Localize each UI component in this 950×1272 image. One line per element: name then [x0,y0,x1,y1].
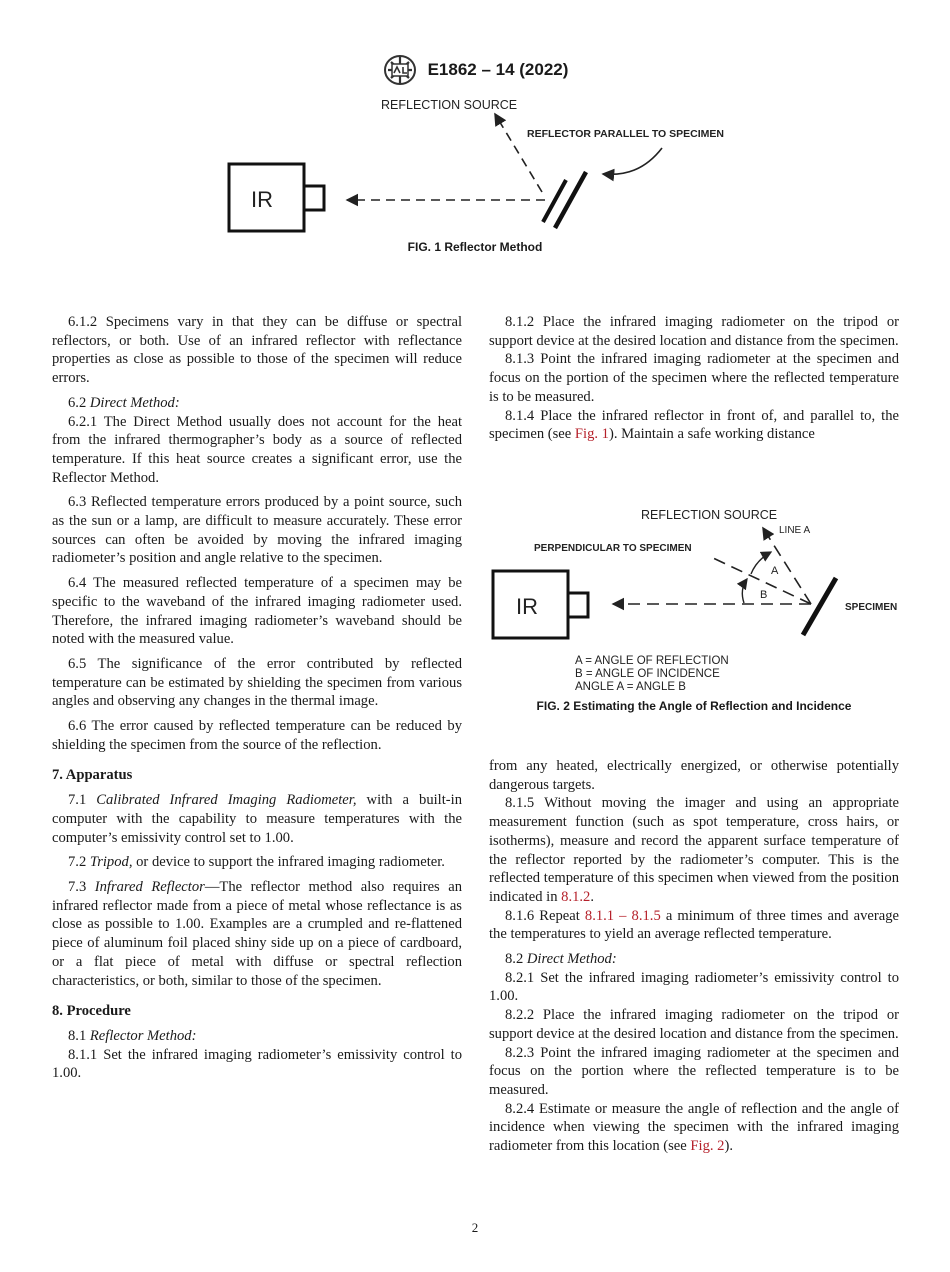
para-8-2-1: 8.2.1 Set the infrared imaging radiometer’s emissivity control to 1.00. [489,969,899,1005]
fig2-reflection-source-label: REFLECTION SOURCE [641,508,778,522]
fig1-ir-label: IR [251,187,273,212]
para-8-2-2: 8.2.2 Place the infrared imaging radiometer on the tripod or support device at the desired location and distance from the specimen. [489,1007,899,1042]
standard-designation: E1862 – 14 (2022) [427,60,569,79]
fig2-legend-line: ANGLE A = ANGLE B [575,681,686,693]
para-6-6: 6.6 The error caused by reflected temperature can be reduced by shielding the specimen from the source of the reflection. [52,718,462,753]
para-8-2: 8.2 Direct Method: [505,951,617,968]
fig1-reflector-pointer [603,148,662,174]
fig1-reflection-source-label: REFLECTION SOURCE [381,98,518,112]
ref-8-1-2-link[interactable]: 8.1.2 [561,888,591,905]
section-8-heading: 8. Procedure [52,1003,131,1020]
fig2-line-a-label: LINE A [779,525,811,536]
fig1-reflector-label: REFLECTOR PARALLEL TO SPECIMEN [527,128,724,140]
fig-2-link[interactable]: Fig. 2 [690,1138,725,1155]
figure-1-diagram [200,92,760,242]
astm-logo-icon [382,54,418,86]
fig2-a-label: A [771,565,779,577]
figure-2-diagram [486,500,906,700]
fig2-b-label: B [760,589,768,601]
para-8-2-4: 8.2.4 Estimate or measure the angle of reflection and the angle of incidence when viewing the specimen with the infrared imaging radiometer from this location (see Fig. 2). [489,1100,899,1155]
para-8-1-1: 8.1.1 Set the infrared imaging radiometer’s emissivity control to 1.00. [52,1046,462,1082]
figure-2-caption: FIG. 2 Estimating the Angle of Reflection and Incidence [536,699,852,713]
page-header [0,54,950,86]
para-8-1-2: 8.1.2 Place the infrared imaging radiometer on the tripod or support device at the desired location and distance from the specimen. [489,314,899,349]
fig1-specimen [555,172,586,228]
fig2-ir-label: IR [516,594,538,619]
fig2-perpendicular-label: PERPENDICULAR TO SPECIMEN [534,543,692,554]
para-6-1-2: 6.1.2 Specimens vary in that they can be diffuse or spectral reflectors, or both. Use of an infrared reflector with reflectance properties as close as possible to those of the specimen will reduce errors. [52,314,462,387]
para-8-2-3: 8.2.3 Point the infrared imaging radiometer at the specimen and focus on the portion where the reflected temperature is to be measured. [489,1044,899,1098]
left-column [52,313,462,1083]
para-6-5: 6.5 The significance of the error contributed by reflected temperature can be estimated by shielding the specimen from various angles and observing any changes in the thermal image. [52,655,462,710]
fig2-legend-line: B = ANGLE OF INCIDENCE [575,668,720,680]
para-8-1-3: 8.1.3 Point the infrared imaging radiometer at the specimen and focus on the portion of the specimen where the reflected temperature is to be measured. [489,351,899,405]
para-6-3: 6.3 Reflected temperature errors produced by a point source, such as the sun or a lamp, are difficult to measure accurately. These error sources can often be avoided by moving the infrared imaging radiometer’s position and angle relative to the specimen. [52,494,462,567]
para-7-2: 7.2 Tripod, or device to support the infrared imaging radiometer. [68,854,445,871]
para-8-1-4: 8.1.4 Place the infrared reflector in front of, and parallel to, the specimen (see Fig. 1). Maintain a safe working distance [489,407,899,443]
fig2-angle-b-arc [742,579,747,603]
fig2-specimen [803,578,836,635]
para-7-3: 7.3 Infrared Reflector—The reflector method also requires an infrared reflector made from a piece of metal whose reflectance is as close as possible to 1.00. Examples are a crumpled and re-flattened piece of aluminum foil placed shiny side up on a piece of cardboard, or a flat piece of metal with diffuse or spectral reflection characteristics, or both, similar to those of the specimen. [52,878,462,989]
section-7-heading: 7. Apparatus [52,767,133,784]
para-8-1-4-continued: from any heated, electrically energized, or otherwise potentially dangerous targets. [489,758,899,793]
figure-1-caption: FIG. 1 Reflector Method [407,240,543,254]
right-column-bottom [489,757,899,1156]
page-number: 2 [471,1220,479,1235]
ref-8-1-1-to-8-1-5-link[interactable]: 8.1.1 – 8.1.5 [584,907,661,924]
para-8-1: 8.1 Reflector Method: [68,1027,197,1044]
fig2-specimen-label: SPECIMEN [845,602,898,613]
para-8-1-5: 8.1.5 Without moving the imager and using an appropriate measurement function (such as spot temperature, cross hairs, or isotherms), measure and record the apparent surface temperature of the reflector reported by the radiometer’s computer. This is the reflected temperature of this specimen when viewed from the position indicated in 8.1.2. [489,795,899,905]
para-6-4: 6.4 The measured reflected temperature of a specimen may be specific to the waveband of the infrared imaging radiometer used. Therefore, the infrared imaging radiometer’s waveband should be noted with the measured value. [52,575,462,648]
para-6-2: 6.2 Direct Method: [68,394,180,411]
fig1-reflection-arrow [495,114,542,192]
fig2-angle-a-arc [751,552,771,574]
fig2-legend-line: A = ANGLE OF REFLECTION [575,655,729,667]
fig-1-link[interactable]: Fig. 1 [574,426,609,443]
fig2-ir-camera-lens [568,593,588,617]
right-column-top [489,313,899,444]
para-6-2-1: 6.2.1 The Direct Method usually does not account for the heat from the infrared thermographer’s body as a source of reflected temperature. If this heat source creates a significant error, use the Reflector Method. [52,413,462,486]
para-8-1-6: 8.1.6 Repeat 8.1.1 – 8.1.5 a minimum of three times and average the temperatures to yield an average reflected temperature. [489,907,899,943]
fig1-ir-camera-lens [304,186,324,210]
para-7-1: 7.1 Calibrated Infrared Imaging Radiometer, with a built-in computer with the capability to measure temperatures with the computer’s emissivity control set to 1.00. [52,792,463,846]
